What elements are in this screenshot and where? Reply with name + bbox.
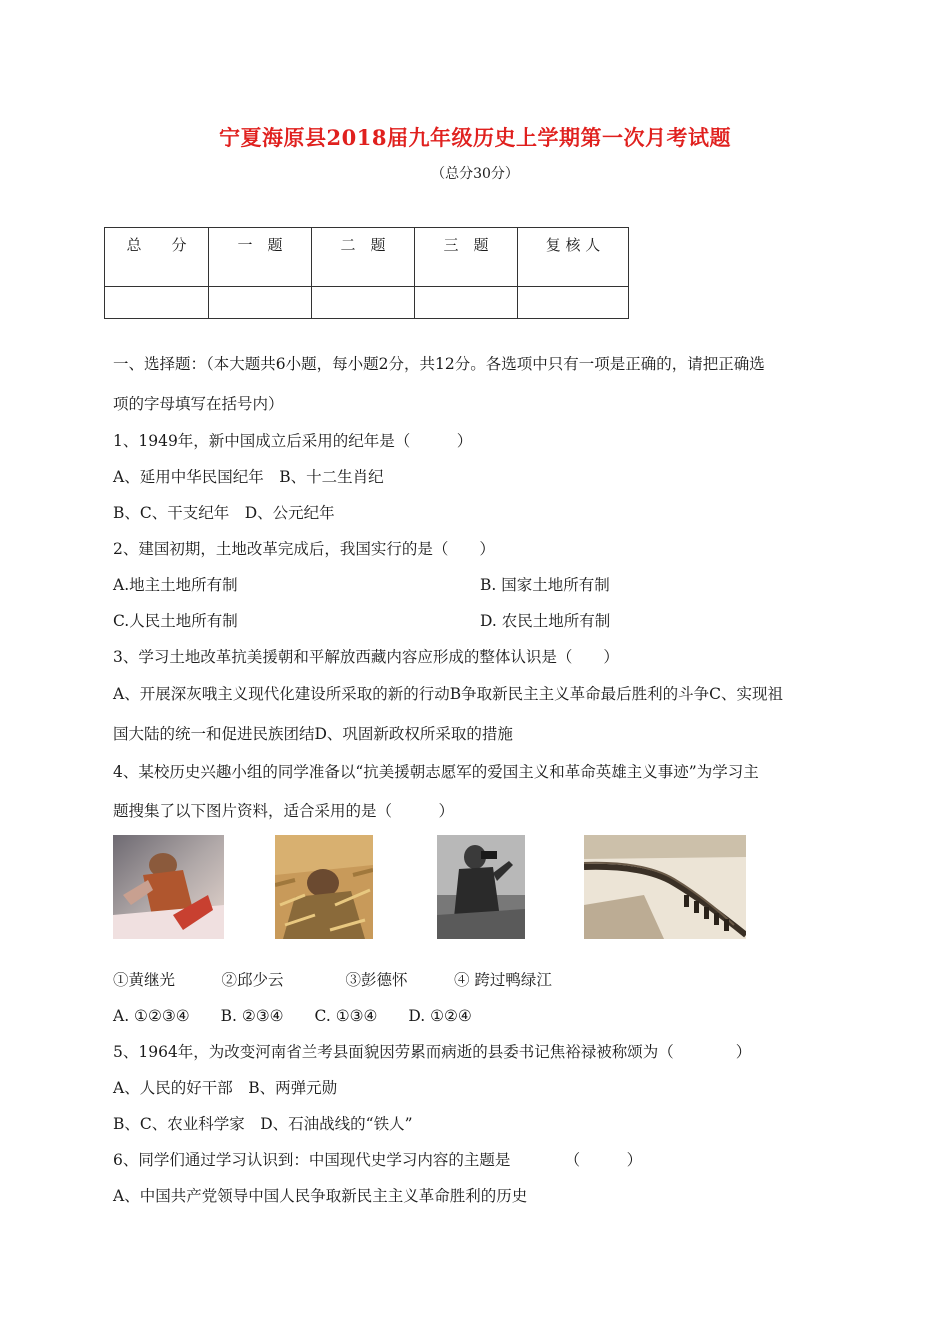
q3-options-line1: A、开展深灰哦主义现代化建设所采取的新的行动B争取新民主主义革命最后胜利的斗争C、实现祖 xyxy=(113,685,783,703)
score-header-q3: 三 题 xyxy=(415,228,518,287)
section1-intro-line2: 项的字母填写在括号内） xyxy=(113,395,284,413)
score-header-q1: 一 题 xyxy=(209,228,312,287)
q2-options-row1 xyxy=(113,575,610,595)
q4-stem-line2: 题搜集了以下图片资料，适合采用的是（ ） xyxy=(113,802,455,820)
score-cell-q2 xyxy=(312,287,415,319)
q1-stem: 1、1949年，新中国成立后采用的纪年是（ ） xyxy=(113,432,473,450)
q4-options: A. ①②③④ B. ②③④ C. ①③④ D. ①②④ xyxy=(113,1007,472,1025)
photo-peng-dehuai xyxy=(437,835,525,939)
q5-options-line2: B、C、农业科学家 D、石油战线的“铁人” xyxy=(113,1115,413,1133)
photo-qiu-shaoyun xyxy=(275,835,373,939)
photo-huang-jiguang xyxy=(113,835,224,939)
q2-stem: 2、建国初期，土地改革完成后，我国实行的是（ ） xyxy=(113,540,495,558)
q2-options-row2 xyxy=(113,611,611,631)
score-header-reviewer: 复 核 人 xyxy=(518,228,629,287)
score-cell-total xyxy=(105,287,209,319)
q2-option-c: C.人民土地所有制 xyxy=(113,612,238,630)
score-cell-q1 xyxy=(209,287,312,319)
q3-options-line2: 国大陆的统一和促进民族团结D、巩固新政权所采取的措施 xyxy=(113,725,513,743)
q1-options-line2: B、C、干支纪年 D、公元纪年 xyxy=(113,504,335,522)
q3-stem: 3、学习土地改革抗美援朝和平解放西藏内容应形成的整体认识是（ ） xyxy=(113,648,619,666)
q4-photo-captions: ①黄继光 ②邱少云 ③彭德怀 ④ 跨过鸭绿江 xyxy=(113,971,552,989)
page-subtitle: （总分30分） xyxy=(431,166,519,182)
q5-stem: 5、1964年，为改变河南省兰考县面貌因劳累而病逝的县委书记焦裕禄被称颂为（ ） xyxy=(113,1043,752,1061)
score-cell-q3 xyxy=(415,287,518,319)
q5-options-line1: A、人民的好干部 B、两弹元勋 xyxy=(113,1079,338,1097)
score-table xyxy=(104,227,629,319)
page-title: 宁夏海原县2018届九年级历史上学期第一次月考试题 xyxy=(219,125,731,150)
q2-option-a: A.地主土地所有制 xyxy=(113,576,238,594)
q1-options-line1: A、延用中华民国纪年 B、十二生肖纪 xyxy=(113,468,384,486)
score-header-total: 总 分 xyxy=(105,228,209,287)
q2-option-d: D. 农民土地所有制 xyxy=(480,612,611,630)
q6-stem: 6、同学们通过学习认识到：中国现代史学习内容的主题是 （ ） xyxy=(113,1151,643,1169)
q2-option-b: B. 国家土地所有制 xyxy=(480,576,610,594)
q4-stem-line1: 4、某校历史兴趣小组的同学准备以“抗美援朝志愿军的爱国主义和革命英雄主义事迹”为学习主 xyxy=(113,763,759,781)
q6-option-a: A、中国共产党领导中国人民争取新民主主义革命胜利的历史 xyxy=(113,1187,528,1205)
score-header-q2: 二 题 xyxy=(312,228,415,287)
score-cell-reviewer xyxy=(518,287,629,319)
section1-intro-line1: 一、选择题：（本大题共6小题，每小题2分，共12分。各选项中只有一项是正确的，请把正确选 xyxy=(113,355,765,373)
photo-crossing-yalu-river xyxy=(584,835,746,939)
